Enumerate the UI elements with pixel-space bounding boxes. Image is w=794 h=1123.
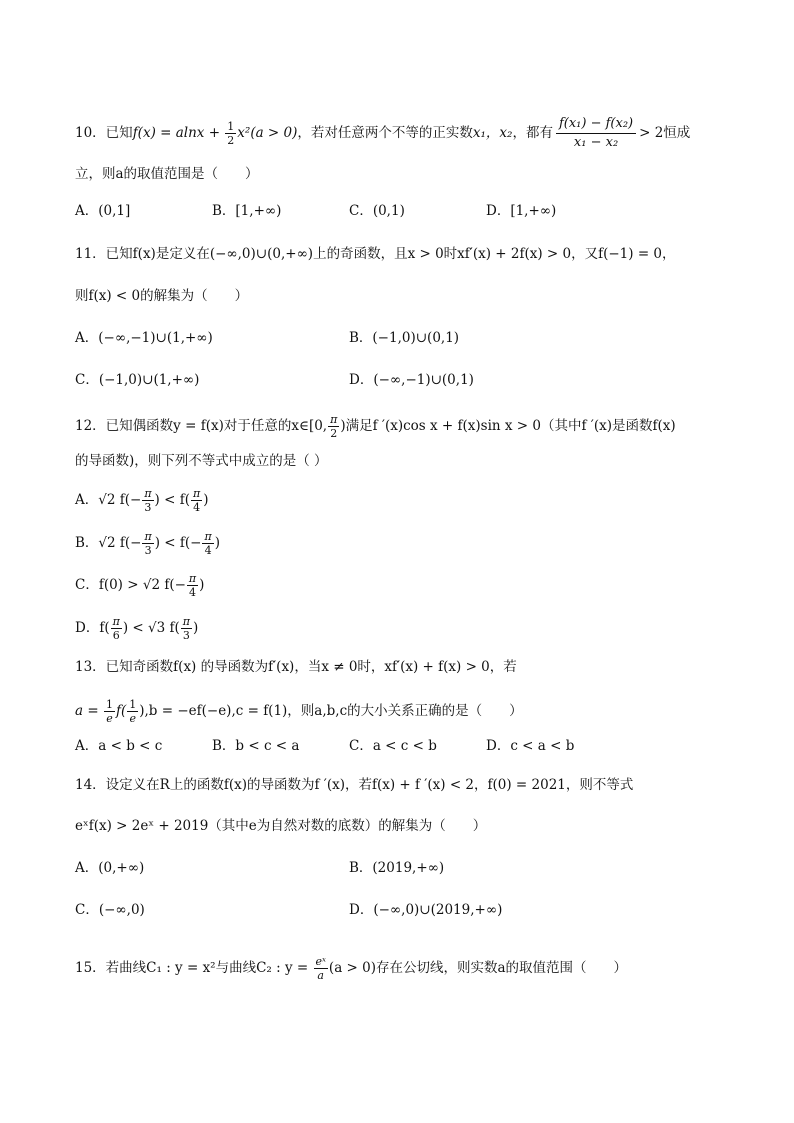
q14-option-a: A．(0,+∞) [75,860,145,876]
q11-option-d: D．(−∞,−1)∪(0,1) [349,372,474,388]
q11-line2: 则f(x) < 0的解集为（ ） [75,288,249,304]
q12-option-a [75,487,209,514]
q12-option-d [75,615,198,642]
q12-option-c [75,572,204,599]
q10-text-mid: ，若对任意两个不等的正实数 [297,125,473,141]
q10-option-d: D．[1,+∞) [486,203,557,219]
q11-option-b: B．(−1,0)∪(0,1) [349,330,460,346]
q15-frac-num: eˣ [315,955,326,968]
q10-half-num: 1 [227,120,235,133]
q10-option-c: C．(0,1) [349,203,405,219]
q12-d-d3: 3 [182,629,190,642]
q10-half-fraction [225,120,236,147]
q12-b-pi2: π [204,530,212,543]
q12-b-text2: ) < f(− [154,535,202,551]
q12-d-frac1 [111,615,122,642]
q12-a-text3: ) [203,492,209,508]
q12-d-text1: D．f( [75,620,110,636]
q12-option-b [75,530,220,557]
q12-text-a: 12．已知偶函数y = f(x)对于任意的x∈[0, [75,418,328,434]
q12-a-frac1 [142,487,153,514]
q12-pi: π [330,413,338,426]
q12-d-frac2 [181,615,192,642]
q12-b-frac1 [142,530,153,557]
q12-c-pi: π [188,572,197,585]
q10-function-tail: x²(a > 0) [237,125,298,141]
q12-text-b: )满足f ′(x)cos x + f(x)sin x > 0（其中f ′(x)是函数f(x) [340,418,676,434]
q10-line2: 立，则a的取值范围是（ ） [75,166,259,182]
q10-text-mid2: ，都有 [512,125,553,141]
q11-option-a: A．(−∞,−1)∪(1,+∞) [75,330,213,346]
q13-frac1 [104,698,115,725]
q12-b-pi1: π [144,530,152,543]
q12-d-pi1: π [112,615,120,628]
q13-line2 [75,698,523,725]
q13-option-a: A．a < b < c [75,738,163,754]
q14-option-b: B．(2019,+∞) [349,860,445,876]
q13-text-rest: ),b = −ef(−e),c = f(1)，则a,b,c的大小关系正确的是（ ） [139,703,523,719]
q10-diff-fraction [556,115,636,152]
q12-c-text1: C．f(0) > √2 f(− [75,577,186,593]
q12-a-frac2 [191,487,202,514]
q10-frac-num: f(x₁) − f(x₂) [556,115,636,134]
q15-fraction [314,955,328,982]
q10-tail: > 2恒成 [639,125,691,141]
q13-frac2 [127,698,138,725]
q15-text-a: 15．若曲线C₁ : y = x²与曲线C₂ : y = [75,960,313,976]
q13-one2: 1 [129,698,137,711]
q12-c-text2: ) [199,577,205,593]
q10-half-den: 2 [227,134,235,147]
q12-pi-half [328,413,339,440]
q10-line1 [75,115,690,152]
q13-e1: e [106,712,113,725]
q12-b-text1: B．√2 f(− [75,535,142,551]
q12-b-frac2 [202,530,213,557]
q13-f-open: f( [115,703,127,719]
q13-one1: 1 [105,698,113,711]
q12-a-text1: A．√2 f(− [75,492,142,508]
q10-frac-den: x₁ − x₂ [573,135,619,150]
q10-vars: x₁，x₂ [472,125,513,141]
q12-a-text2: ) < f( [154,492,190,508]
q14-option-d: D．(−∞,0)∪(2019,+∞) [349,902,503,918]
q14-line2: eˣf(x) > 2eˣ + 2019（其中e为自然对数的底数）的解集为（ ） [75,818,487,834]
q11-option-c: C．(−1,0)∪(1,+∞) [75,372,200,388]
q12-a-d3: 3 [144,501,152,514]
q10-option-b: B．[1,+∞) [212,203,282,219]
q12-b-d3: 3 [144,544,152,557]
q15-frac-den: a [317,969,324,982]
q13-option-b: B．b < c < a [212,738,300,754]
q12-a-pi1: π [144,487,152,500]
q12-c-d4: 4 [189,586,197,599]
q13-line1: 13．已知奇函数f(x) 的导函数为f′(x)，当x ≠ 0时，xf′(x) + f(x) > 0，若 [75,659,517,675]
q12-d-text2: ) < √3 f( [122,620,180,636]
q12-two: 2 [330,427,338,440]
q10-option-a: A．(0,1] [75,203,131,219]
q14-line1: 14．设定义在R上的函数f(x)的导函数为f ′(x)，若f(x) + f ′(x) < 2，f(0) = 2021，则不等式 [75,777,634,793]
q12-line1 [75,413,676,440]
q14-option-c: C．(−∞,0) [75,902,145,918]
q12-d-text3: ) [192,620,199,636]
q10-function: f(x) = alnx + [132,125,225,141]
q15-line1 [75,955,627,982]
q13-option-d: D．c < a < b [486,738,575,754]
q12-b-text3: ) [214,535,220,551]
q12-d-pi2: π [182,615,190,628]
q10-number: 10．已知 [75,125,133,141]
q15-text-b: (a > 0)存在公切线，则实数a的取值范围（ ） [328,960,628,976]
q12-d-d6: 6 [112,629,120,642]
q13-a-eq: a = [75,703,103,719]
q12-c-frac [187,572,198,599]
q11-line1: 11．已知f(x)是定义在(−∞,0)∪(0,+∞)上的奇函数，且x > 0时xf′(x) + 2f(x) > 0，又f(−1) = 0， [75,246,676,262]
q13-option-c: C．a < c < b [349,738,437,754]
q12-a-pi2: π [192,487,201,500]
q13-e2: e [129,712,136,725]
q12-b-d4: 4 [204,544,212,557]
q12-a-d4: 4 [193,501,201,514]
q12-line2: 的导函数)，则下列不等式中成立的是（ ） [75,453,328,469]
